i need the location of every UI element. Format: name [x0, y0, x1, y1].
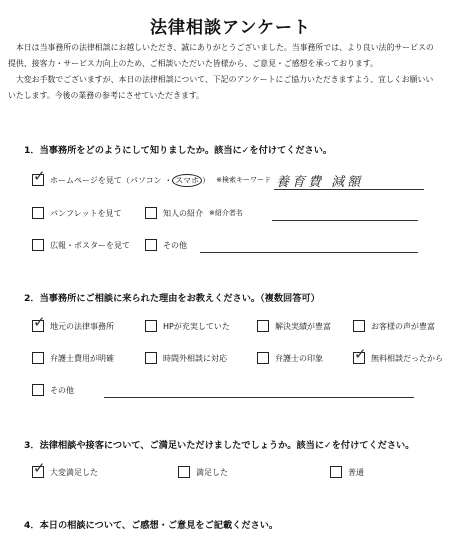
intro-line-1: 本日は当事務所の法律相談にお越しいただき、誠にありがとうございました。当事務所では、より良い法的サービスの: [15, 43, 434, 52]
q2-option-label: 弁護士費用が明確: [50, 353, 114, 363]
q1-ad-label: 広報・ポスターを見て: [50, 240, 130, 250]
q1-referrer-label: ※紹介者名: [209, 209, 243, 217]
checkbox-impression[interactable]: [257, 352, 269, 364]
q3-option-satisfied[interactable]: [178, 464, 228, 480]
q1-option-ad[interactable]: [32, 237, 130, 253]
q2-option-hp[interactable]: [145, 318, 230, 334]
question-1-title: 1．当事務所をどのようにして知りましたか。該当に✓を付けてください。: [24, 145, 333, 156]
q1-pamphlet-label: パンフレットを見て: [50, 208, 122, 218]
q2-option-impression[interactable]: [257, 350, 323, 366]
q1-circled-smartphone: スマホ: [172, 174, 202, 187]
checkbox-ad[interactable]: [32, 239, 44, 251]
checkbox-local[interactable]: [32, 313, 46, 332]
q3-option-label: 満足した: [196, 467, 228, 477]
q1-referral-label: 知人の紹介: [163, 208, 203, 218]
checkbox-very-satisfied[interactable]: [32, 459, 46, 478]
q1-option-pamphlet[interactable]: [32, 205, 122, 221]
check-mark: ✓: [354, 345, 367, 363]
checkbox-other[interactable]: [145, 239, 157, 251]
intro-text: [8, 40, 454, 104]
checkbox-homepage[interactable]: [32, 167, 46, 186]
q3-option-normal[interactable]: [330, 464, 364, 480]
intro-line-4: いたします。今後の業務の参考にさせていただきます。: [8, 91, 205, 100]
checkbox-after-hours[interactable]: [145, 352, 157, 364]
page-title: 法律相談アンケート: [150, 18, 311, 38]
q1-other-label: その他: [163, 240, 187, 250]
q1-option-other[interactable]: [145, 237, 187, 253]
q2-option-results[interactable]: [257, 318, 331, 334]
question-3-title: 3．法律相談や接客について、ご満足いただけましたでしょうか。該当に✓を付けてください。: [24, 440, 415, 451]
check-mark: ✓: [33, 167, 46, 185]
q1-option-homepage[interactable]: [32, 167, 271, 188]
q1-keyword-label: ※検索キーワード: [216, 176, 271, 184]
intro-line-3: 大変お手数でございますが、本日の法律相談について、下記のアンケートにご協力いただきますよう、宜しくお願いい: [15, 75, 434, 84]
checkbox-pamphlet[interactable]: [32, 207, 44, 219]
q1-other-line: [200, 252, 418, 253]
q2-option-label: 弁護士の印象: [275, 353, 323, 363]
q2-option-after-hours[interactable]: [145, 350, 227, 366]
q2-option-fees[interactable]: [32, 350, 114, 366]
intro-line-2: 提供、接客力・サービス力向上のため、ご相談いただいた皆様から、ご意見・ご感想を承っております。: [8, 59, 378, 68]
q2-option-label: 無料相談だったから: [371, 353, 443, 363]
q1-keyword-handwriting: 養育費 減額: [276, 175, 364, 190]
checkbox-satisfied[interactable]: [178, 466, 190, 478]
q1-homepage-label: ホームページを見て（パソコン ・: [50, 175, 173, 185]
checkbox-normal[interactable]: [330, 466, 342, 478]
checkbox-free[interactable]: [353, 345, 367, 364]
q2-option-label: 地元の法律事務所: [50, 321, 114, 331]
q2-option-local[interactable]: [32, 313, 114, 334]
q1-referrer-line: [272, 220, 418, 221]
q3-option-label: 大変満足した: [50, 467, 98, 477]
q1-keyword-line: [274, 189, 424, 190]
q2-option-other[interactable]: [32, 382, 74, 398]
q2-option-voices[interactable]: [353, 318, 435, 334]
check-mark: ✓: [33, 313, 46, 331]
check-mark: ✓: [33, 459, 46, 477]
q2-other-line: [104, 397, 414, 398]
q2-option-label: HPが充実していた: [163, 321, 230, 331]
q1-homepage-close: ）: [202, 175, 211, 185]
checkbox-fees[interactable]: [32, 352, 44, 364]
q2-option-label: 解決実績が豊富: [275, 321, 331, 331]
q2-option-label: その他: [50, 385, 74, 395]
q1-option-referral[interactable]: [145, 205, 243, 221]
question-4-title: 4．本日の相談について、ご感想・ご意見をご記載ください。: [24, 520, 279, 531]
checkbox-results[interactable]: [257, 320, 269, 332]
q2-option-label: お客様の声が豊富: [371, 321, 435, 331]
question-2-title: 2．当事務所にご相談に来られた理由をお教えください。（複数回答可）: [24, 293, 320, 304]
checkbox-referral[interactable]: [145, 207, 157, 219]
q3-option-label: 普通: [348, 467, 364, 477]
checkbox-hp[interactable]: [145, 320, 157, 332]
checkbox-voices[interactable]: [353, 320, 365, 332]
checkbox-q2-other[interactable]: [32, 384, 44, 396]
q2-option-free[interactable]: [353, 345, 443, 366]
q3-option-very-satisfied[interactable]: [32, 459, 98, 480]
q2-option-label: 時間外相談に対応: [163, 353, 227, 363]
